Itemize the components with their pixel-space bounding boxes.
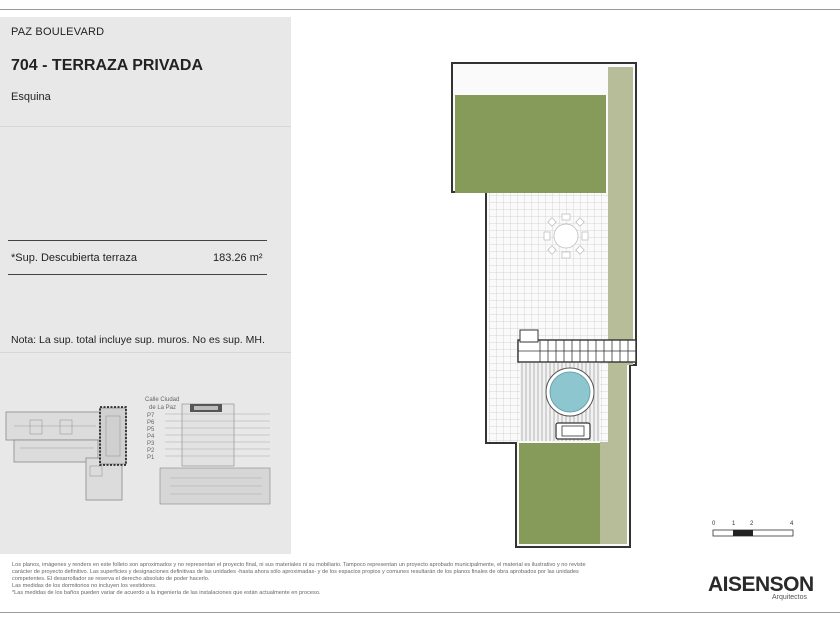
- scale-tick-label: 0: [712, 521, 716, 527]
- unit-orientation: Esquina: [11, 91, 51, 103]
- disclaimer-line: Los planos, imágenes y renders en este folleto son aproximados y no representan el proyecto final, ni sus materiales ni su mobiliario. Tampoco representan un proyecto aprobado municipalmente, el material es ilustrativo y no reviste: [12, 562, 586, 568]
- upper-lawn: [455, 95, 606, 193]
- divider: [0, 126, 291, 127]
- disclaimer-line: carácter de proyecto definitivo. Las superficies y designaciones definitivas de las unidades -hasta ahora sólo aproximadas- y de los espacios propios y comunes resultarán de los planos finales de obra aprobados por las unidades: [12, 569, 579, 575]
- floor-label: P7: [147, 413, 155, 419]
- lower-lawn: [519, 443, 600, 544]
- key-plan: [0, 390, 291, 520]
- frame-top-line: [0, 9, 840, 10]
- floor-label: P6: [147, 420, 155, 426]
- terrace-floor-plan: [440, 55, 640, 550]
- floor-label: P4: [147, 434, 155, 440]
- floor-label: P5: [147, 427, 155, 433]
- disclaimer-line: competentes. El desarrollador se reserva el derecho absoluto de poder hacerlo.: [12, 576, 210, 582]
- frame-bottom-line: [0, 612, 840, 613]
- street-name-line1: Calle Ciudad: [145, 397, 180, 403]
- floor-label: P3: [147, 441, 155, 447]
- project-name: PAZ BOULEVARD: [11, 26, 105, 38]
- divider-dark: [8, 274, 267, 275]
- floor-label: P1: [147, 455, 155, 461]
- area-value: 183.26 m²: [213, 252, 263, 264]
- disclaimer-line: *Las medidas de los baños pueden variar de acuerdo a la ingeniería de las instalaciones que están actualmente en proceso.: [12, 590, 321, 596]
- brand-subtitle: Arquitectos: [772, 594, 808, 601]
- disclaimer-line: Las medidas de los dormitorios no incluyen los vestidores.: [12, 583, 157, 589]
- unit-title: 704 - TERRAZA PRIVADA: [11, 57, 204, 74]
- divider: [0, 352, 291, 353]
- street-name-line2: de La Paz: [149, 405, 177, 411]
- scale-bar: [708, 518, 798, 542]
- scale-tick-label: 2: [750, 521, 754, 527]
- scale-tick-label: 1: [732, 521, 736, 527]
- floor-label: P2: [147, 448, 155, 454]
- scale-tick-label: 4: [790, 521, 794, 527]
- legal-disclaimer: [12, 562, 702, 597]
- area-note: Nota: La sup. total incluye sup. muros. No es sup. MH.: [11, 334, 265, 346]
- brand-logo: AISENSON: [708, 573, 814, 596]
- plunge-pool: [550, 372, 590, 412]
- area-label: *Sup. Descubierta terraza: [11, 252, 137, 264]
- divider-dark: [8, 240, 267, 241]
